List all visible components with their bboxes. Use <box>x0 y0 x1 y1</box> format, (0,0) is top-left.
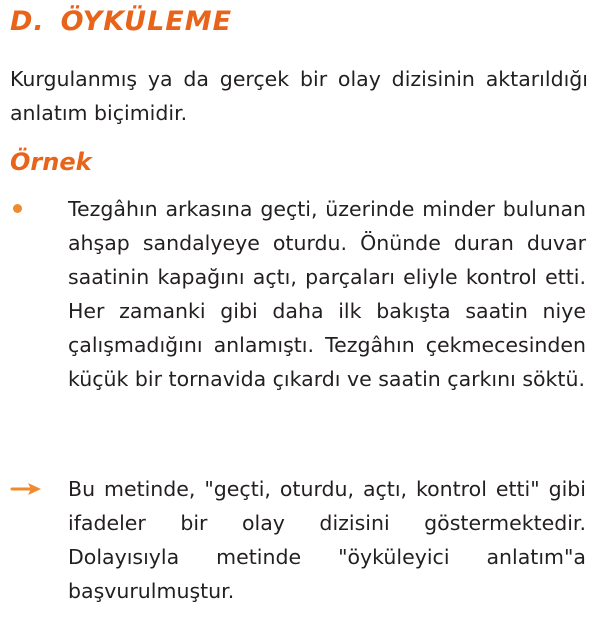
example-heading: Örnek <box>10 148 92 176</box>
example-text: Tezgâhın arkasına geçti, üzerinde minder bulunan ahşap sandalyeye oturdu. Önünde duran duvar saatinin kapağını açtı, parçaları eliyle kontrol etti. Her zamanki gibi daha ilk bakışta saatin niye çalışmadığını anlamıştı. Tezgâhın çekmecesinden küçük bir tornavida çıkardı ve saatin çarkını söktü. <box>68 197 586 391</box>
explanation-marker <box>10 472 50 506</box>
definition-text: Kurgulanmış ya da gerçek bir olay dizisinin aktarıldığı anlatım biçimidir. <box>10 67 588 125</box>
section-label: D. <box>10 6 45 37</box>
explanation-text: Bu metinde, "geçti, oturdu, açtı, kontrol etti" gibi ifadeler bir olay dizisini göstermektedir. Dolayısıyla metinde "öyküleyici anlatım"a başvurulmuştur. <box>68 477 586 603</box>
section-heading <box>10 6 232 37</box>
arrow-right-icon <box>10 481 44 497</box>
bullet-dot-icon <box>13 204 22 213</box>
example-marker <box>10 192 50 226</box>
section-title: ÖYKÜLEME <box>60 6 233 37</box>
